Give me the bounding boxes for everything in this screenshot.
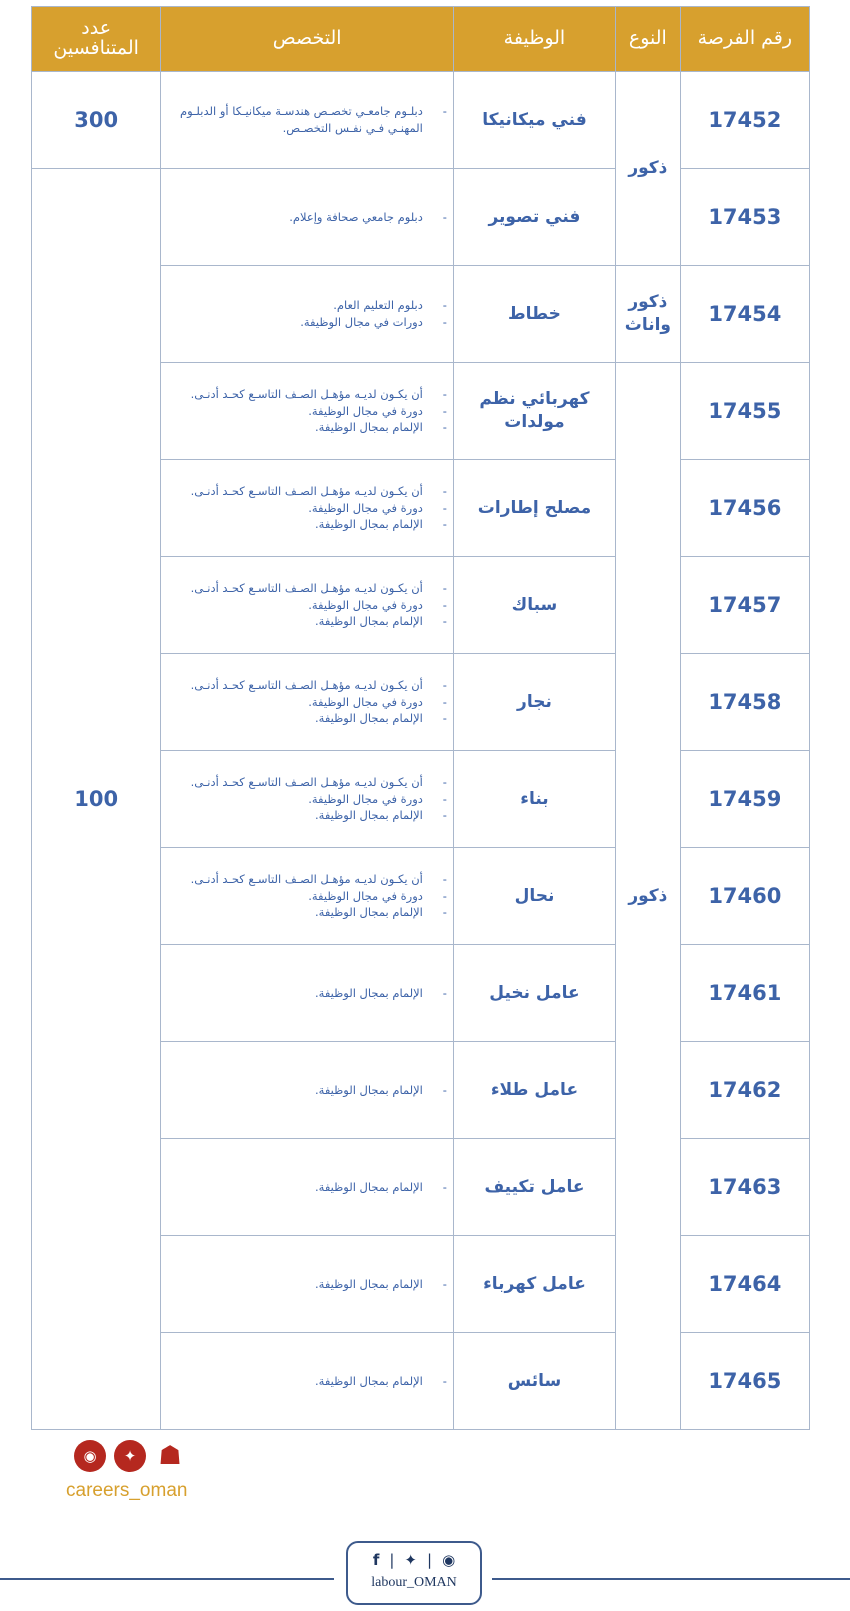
social-handle[interactable]: careers_oman xyxy=(66,1480,188,1501)
specialization-cell xyxy=(161,557,454,654)
requirements-list xyxy=(161,1276,453,1293)
requirements-list xyxy=(161,483,453,533)
specialization-cell xyxy=(161,72,454,169)
specialization-cell xyxy=(161,751,454,848)
gender-cell: ذكور واناث xyxy=(616,266,681,363)
requirement-item: - الإلمام بمجال الوظيفة. xyxy=(161,1373,453,1390)
requirements-list xyxy=(161,677,453,727)
job-title: عامل طلاء xyxy=(453,1042,615,1139)
requirements-list xyxy=(161,103,453,136)
specialization-cell xyxy=(161,848,454,945)
gender-cell: ذكور xyxy=(616,72,681,266)
gender-cell: ذكور xyxy=(616,363,681,1430)
social-links xyxy=(66,1440,198,1502)
footer-divider-right xyxy=(492,1578,850,1580)
competitor-count: 300 xyxy=(32,72,161,169)
requirement-item: - دورات في مجال الوظيفة. xyxy=(161,314,453,331)
separator: | xyxy=(389,1551,395,1569)
opportunity-id: 17460 xyxy=(680,848,809,945)
job-title: عامل كهرباء xyxy=(453,1236,615,1333)
footer-handle[interactable]: labour_OMAN xyxy=(371,1575,457,1590)
requirement-item: - الإلمام بمجال الوظيفة. xyxy=(161,1082,453,1099)
header-title: الوظيفة xyxy=(453,7,615,72)
twitter-icon[interactable]: ✦ xyxy=(404,1551,417,1569)
requirement-item: - الإلمام بمجال الوظيفة. xyxy=(161,1179,453,1196)
requirement-item: - دورة في مجال الوظيفة. xyxy=(161,597,453,614)
opportunity-id: 17454 xyxy=(680,266,809,363)
opportunity-id: 17453 xyxy=(680,169,809,266)
footer-divider-left xyxy=(0,1578,334,1580)
specialization-cell xyxy=(161,945,454,1042)
jobs-table xyxy=(31,6,810,1430)
requirement-item: - الإلمام بمجال الوظيفة. xyxy=(161,516,453,533)
job-title: بناء xyxy=(453,751,615,848)
requirements-list xyxy=(161,871,453,921)
requirement-item: - الإلمام بمجال الوظيفة. xyxy=(161,613,453,630)
footer-icons xyxy=(348,1551,480,1569)
requirement-item: - أن يكـون لديـه مؤهـل الصـف التاسـع كحـد أدنـى. xyxy=(161,483,453,500)
requirement-item: - الإلمام بمجال الوظيفة. xyxy=(161,985,453,1002)
requirement-item: - أن يكـون لديـه مؤهـل الصـف التاسـع كحـد أدنـى. xyxy=(161,677,453,694)
instagram-icon[interactable]: ◉ xyxy=(74,1440,106,1472)
requirement-item: - الإلمام بمجال الوظيفة. xyxy=(161,710,453,727)
specialization-cell xyxy=(161,169,454,266)
competitor-count: 100 xyxy=(32,169,161,1430)
specialization-cell xyxy=(161,1042,454,1139)
requirement-item: - الإلمام بمجال الوظيفة. xyxy=(161,904,453,921)
opportunity-id: 17461 xyxy=(680,945,809,1042)
opportunity-id: 17456 xyxy=(680,460,809,557)
header-count-line1: عدد xyxy=(81,17,112,40)
requirement-item: - الإلمام بمجال الوظيفة. xyxy=(161,1276,453,1293)
job-title: عامل نخيل xyxy=(453,945,615,1042)
job-title: نجار xyxy=(453,654,615,751)
requirements-list xyxy=(161,209,453,226)
job-title: كهربائي نظم مولدات xyxy=(453,363,615,460)
table-row xyxy=(32,169,810,266)
requirements-list xyxy=(161,1082,453,1099)
requirement-item: - دورة في مجال الوظيفة. xyxy=(161,403,453,420)
header-count xyxy=(32,7,161,72)
requirements-list xyxy=(161,985,453,1002)
requirements-list xyxy=(161,1373,453,1390)
separator: | xyxy=(427,1551,433,1569)
requirements-list xyxy=(161,580,453,630)
specialization-cell xyxy=(161,1236,454,1333)
job-title: فني ميكانيكا xyxy=(453,72,615,169)
opportunity-id: 17465 xyxy=(680,1333,809,1430)
specialization-cell xyxy=(161,266,454,363)
header-gender: النوع xyxy=(616,7,681,72)
requirement-item: - الإلمام بمجال الوظيفة. xyxy=(161,419,453,436)
table-row xyxy=(32,72,810,169)
opportunity-id: 17457 xyxy=(680,557,809,654)
job-title: فني تصوير xyxy=(453,169,615,266)
twitter-icon[interactable]: ✦ xyxy=(114,1440,146,1472)
requirements-list xyxy=(161,297,453,330)
opportunity-id: 17464 xyxy=(680,1236,809,1333)
header-id: رقم الفرصة xyxy=(680,7,809,72)
requirement-item: - دورة في مجال الوظيفة. xyxy=(161,694,453,711)
specialization-cell xyxy=(161,654,454,751)
opportunity-id: 17452 xyxy=(680,72,809,169)
requirement-item: - دبلـوم جامعـي تخصـص هندسـة ميكانيـكا أو الدبلـوم المهنـي فـي نفـس التخصـص. xyxy=(161,103,453,136)
specialization-cell xyxy=(161,363,454,460)
specialization-cell xyxy=(161,1333,454,1430)
specialization-cell xyxy=(161,1139,454,1236)
snapchat-icon[interactable]: ☗ xyxy=(158,1441,182,1471)
opportunity-id: 17463 xyxy=(680,1139,809,1236)
opportunity-id: 17458 xyxy=(680,654,809,751)
social-icons xyxy=(66,1440,198,1472)
header-spec: التخصص xyxy=(161,7,454,72)
specialization-cell xyxy=(161,460,454,557)
requirement-item: - دورة في مجال الوظيفة. xyxy=(161,888,453,905)
requirement-item: - دورة في مجال الوظيفة. xyxy=(161,500,453,517)
requirement-item: - أن يكـون لديـه مؤهـل الصـف التاسـع كحـد أدنـى. xyxy=(161,580,453,597)
job-title: مصلح إطارات xyxy=(453,460,615,557)
facebook-icon[interactable]: f xyxy=(372,1551,380,1569)
header-count-line2: المتنافسين xyxy=(53,37,139,59)
job-title: سائس xyxy=(453,1333,615,1430)
requirements-list xyxy=(161,774,453,824)
requirement-item: - دورة في مجال الوظيفة. xyxy=(161,791,453,808)
job-title: خطاط xyxy=(453,266,615,363)
requirement-item: - دبلوم التعليم العام. xyxy=(161,297,453,314)
requirement-item: - أن يكـون لديـه مؤهـل الصـف التاسـع كحـد أدنـى. xyxy=(161,871,453,888)
opportunity-id: 17462 xyxy=(680,1042,809,1139)
requirement-item: - أن يكـون لديـه مؤهـل الصـف التاسـع كحـد أدنـى. xyxy=(161,774,453,791)
table-header-row xyxy=(32,7,810,72)
footer-badge xyxy=(346,1541,482,1605)
requirement-item: - دبلوم جامعي صحافة وإعلام. xyxy=(161,209,453,226)
job-title: سباك xyxy=(453,557,615,654)
opportunity-id: 17455 xyxy=(680,363,809,460)
job-title: عامل تكييف xyxy=(453,1139,615,1236)
instagram-icon[interactable]: ◉ xyxy=(442,1551,456,1569)
opportunity-id: 17459 xyxy=(680,751,809,848)
requirement-item: - أن يكـون لديـه مؤهـل الصـف التاسـع كحـد أدنـى. xyxy=(161,386,453,403)
job-title: نحال xyxy=(453,848,615,945)
requirements-list xyxy=(161,386,453,436)
requirements-list xyxy=(161,1179,453,1196)
requirement-item: - الإلمام بمجال الوظيفة. xyxy=(161,807,453,824)
